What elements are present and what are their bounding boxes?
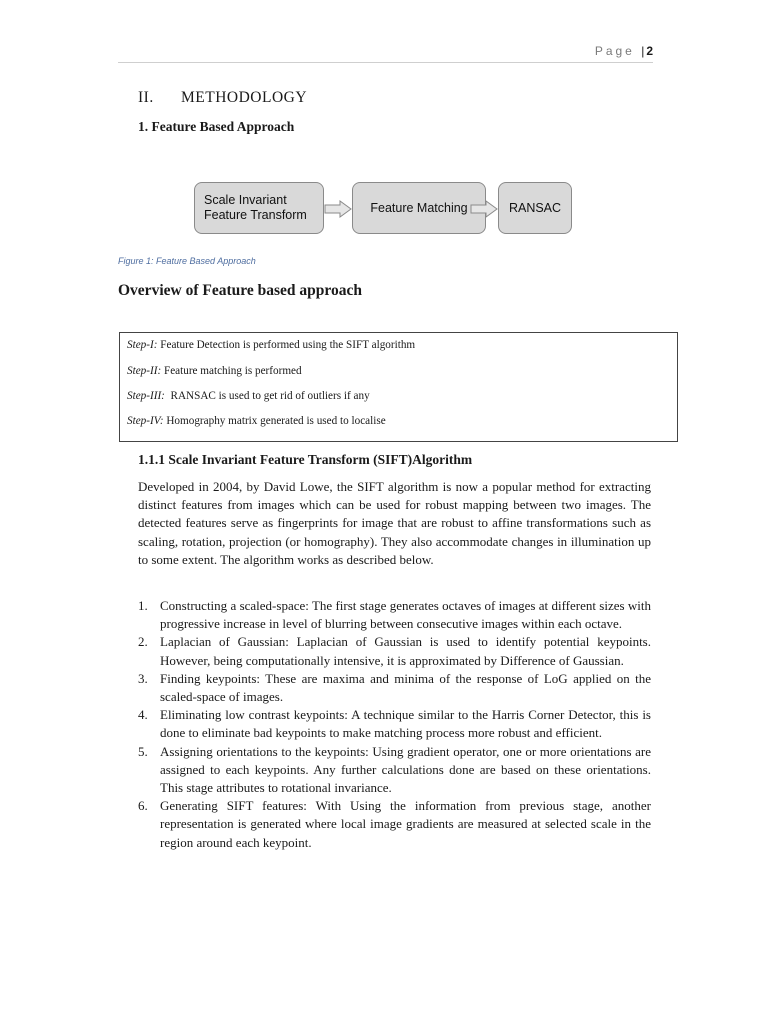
- list-number: 2.: [138, 634, 148, 650]
- sift-steps-list: [138, 597, 651, 852]
- list-item: [138, 706, 651, 742]
- overview-heading: Overview of Feature based approach: [118, 282, 362, 299]
- list-number: 3.: [138, 670, 148, 686]
- list-number: 6.: [138, 798, 148, 814]
- list-text: Laplacian of Gaussian: Laplacian of Gaussian is used to identify potential keypoints. However, being computationally intensive, it is approximated by Difference of Gaussian.: [160, 634, 651, 668]
- steps-box: [119, 332, 678, 442]
- step-text: RANSAC is used to get rid of outliers if any: [164, 390, 370, 402]
- step-item: [127, 390, 370, 402]
- list-item: [138, 633, 651, 669]
- step-label: Step-II:: [127, 365, 162, 377]
- page-header: [118, 44, 653, 63]
- page-number: 2: [646, 44, 653, 58]
- list-text: Finding keypoints: These are maxima and minima of the response of LoG applied on the scaled-space of images.: [160, 670, 651, 705]
- page-label: Page: [594, 44, 635, 58]
- subsection-title: 1. Feature Based Approach: [138, 119, 295, 134]
- step-label: Step-I:: [127, 339, 158, 351]
- diagram-box-matching: Feature Matching: [352, 182, 486, 234]
- step-text: Feature matching is performed: [161, 365, 302, 377]
- list-text: Eliminating low contrast keypoints: A technique similar to the Harris Corner Detector, this is done to eliminate bad keypoints to make matching process more robust and efficient.: [160, 707, 651, 741]
- box-sift-line2: Feature Transform: [204, 208, 307, 222]
- section-number: II.: [138, 89, 154, 106]
- list-item: [138, 743, 651, 798]
- section-title: [138, 89, 307, 107]
- figure-caption: Figure 1: Feature Based Approach: [118, 256, 256, 266]
- list-text: Assigning orientations to the keypoints: Using gradient operator, one or more orientations are assigned to each keypoints. Any further calculations done are based on these orientations. This stage attributes to rotational invariance.: [160, 743, 651, 796]
- page-separator: |: [641, 44, 645, 58]
- list-number: 4.: [138, 707, 148, 723]
- step-item: [127, 339, 415, 351]
- list-number: 5.: [138, 743, 148, 759]
- step-text: Homography matrix generated is used to localise: [163, 415, 386, 427]
- list-item: [138, 797, 651, 852]
- list-number: 1.: [138, 598, 148, 613]
- list-text: Constructing a scaled-space: The first stage generates octaves of images at different sizes with progressive increase in level of blurring between consecutive images within each octave.: [160, 598, 651, 632]
- arrow-icon: [324, 200, 352, 218]
- step-label: Step-III:: [127, 390, 165, 402]
- arrow-icon: [470, 200, 498, 218]
- flow-diagram: [190, 178, 580, 242]
- step-item: [127, 365, 302, 377]
- list-item: [138, 670, 651, 706]
- step-item: [127, 415, 386, 427]
- sift-heading: 1.1.1 Scale Invariant Feature Transform (SIFT)Algorithm: [138, 452, 473, 467]
- diagram-box-sift: [194, 182, 324, 234]
- sift-paragraph: Developed in 2004, by David Lowe, the SIFT algorithm is now a popular method for extracting distinct features from images which can be used for robust mapping between two images. The detected features serve as fingerprints for image that are robust to affine transformations such as scaling, rotation, projection (or homography). They also accommodate changes in illumination up to some extent. The algorithm works as described below.: [138, 479, 651, 567]
- diagram-box-ransac: RANSAC: [498, 182, 572, 234]
- list-text: Generating SIFT features: With Using the information from previous stage, another representation is generated where local image gradients are measured at selected scale in the region around each keypoint.: [160, 798, 651, 850]
- section-name: METHODOLOGY: [181, 89, 308, 106]
- list-item: [138, 597, 651, 633]
- step-text: Feature Detection is performed using the SIFT algorithm: [157, 339, 416, 351]
- box-sift-line1: Scale Invariant: [204, 193, 287, 207]
- step-label: Step-IV:: [127, 415, 164, 427]
